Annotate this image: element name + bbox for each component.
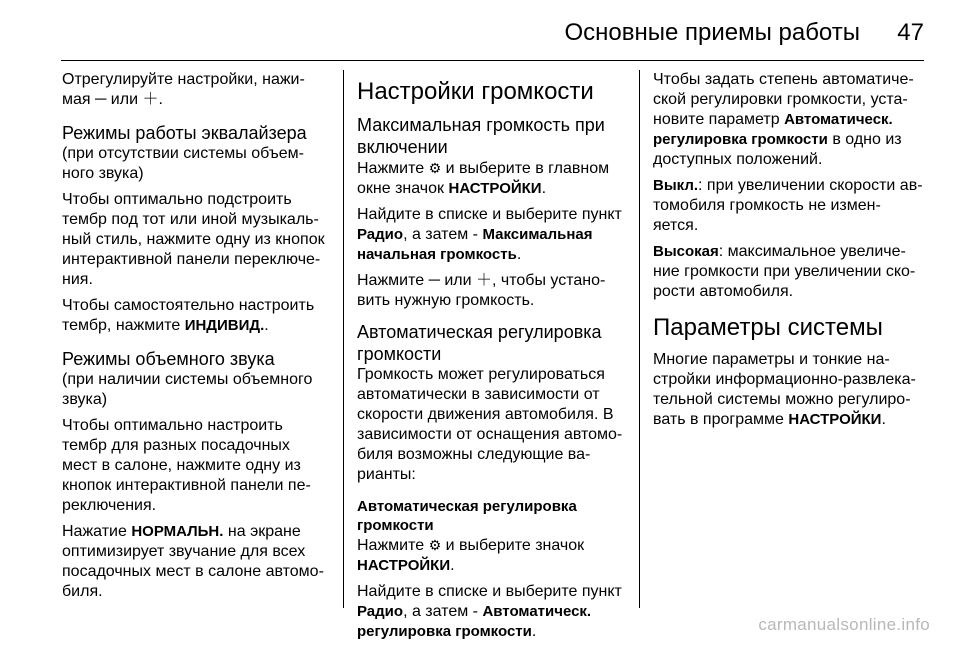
system-settings-title: Параметры системы: [653, 314, 883, 341]
radio-ui-label: Радио: [357, 226, 404, 243]
page-header-title: Основные приемы работы: [564, 19, 860, 46]
auto-volume-step-1: Нажмите ⚙ и выберите значок НАСТРОЙКИ.: [357, 537, 585, 574]
high-option: Высокая: максимальное увеличе- ние громкости при увеличении ско- рости автомобиля.: [653, 243, 916, 300]
settings-ui-label: НАСТРОЙКИ: [788, 411, 882, 428]
max-volume-step-2: Найдите в списке и выберите пункт Радио, а затем - Максимальная начальная громкость.: [357, 206, 622, 263]
column-1: [62, 70, 330, 608]
auto-volume-heading: Автоматическая регулировка громкости: [357, 322, 602, 364]
auto-volume-ui-label-2: регулировка громкости: [357, 623, 532, 640]
surround-text: Чтобы оптимально настроить тембр для разных посадочных мест в салоне, нажмите одну из кнопок интерактивной панели пе- реключения.: [62, 417, 311, 514]
auto-volume-subheading: Автоматическая регулировка громкости: [357, 498, 577, 534]
auto-volume-step-2: Найдите в списке и выберите пункт Радио, а затем - Автоматическ. регулировка громкости.: [357, 583, 622, 640]
max-volume-ui-label: Максимальная: [482, 226, 593, 243]
auto-volume-ui-label: Автоматическ.: [482, 603, 592, 620]
column-divider-1: [343, 70, 344, 608]
equalizer-text: Чтобы оптимально подстроить тембр под тот или иной музыкаль- ный стиль, нажмите одну из кнопок интерактивной панели переключе- ния.: [62, 191, 325, 288]
custom-paragraph: Чтобы самостоятельно настроить тембр, нажмите ИНДИВИД..: [62, 297, 315, 334]
normal-ui-label: НОРМАЛЬН.: [131, 523, 224, 540]
normal-paragraph: Нажатие НОРМАЛЬН. на экране оптимизирует звучание для всех посадочных мест в салоне автомо- биля.: [62, 523, 324, 600]
auto-level-intro: Чтобы задать степень автоматиче- ской регулировки громкости, уста- новите параметр Автоматическ. регулировка громкости в одно из доступных положений.: [653, 71, 914, 168]
column-3: [653, 70, 925, 436]
equalizer-heading: Режимы работы эквалайзера: [62, 123, 307, 143]
volume-settings-title: Настройки громкости: [357, 78, 594, 105]
text-line: мая ─ или ＋.: [62, 91, 163, 108]
surround-heading: Режимы объемного звука: [62, 349, 275, 369]
gear-icon: ⚙: [428, 537, 442, 553]
high-label: Высокая: [653, 243, 719, 260]
max-volume-heading: Максимальная громкость при включении: [357, 115, 605, 157]
settings-ui-label: НАСТРОЙКИ: [448, 180, 542, 197]
custom-ui-label: ИНДИВИД.: [184, 317, 265, 334]
radio-ui-label: Радио: [357, 603, 404, 620]
watermark: carmanualsonline.info: [758, 615, 930, 634]
intro-paragraph: [62, 70, 330, 110]
off-option: Выкл.: при увеличении скорости ав- томобиля громкость не измен- яется.: [653, 177, 923, 234]
text-line: Отрегулируйте настройки, нажи-: [62, 71, 305, 88]
off-label: Выкл.: [653, 177, 699, 194]
column-divider-2: [639, 70, 640, 608]
header-rule: [61, 60, 924, 61]
page-number: 47: [897, 19, 924, 46]
max-volume-step-1: Нажмите ⚙ и выберите в главном окне значок НАСТРОЙКИ.: [357, 160, 610, 197]
max-volume-ui-label-2: начальная громкость: [357, 246, 517, 263]
gear-icon: ⚙: [428, 160, 442, 176]
system-settings-text: Многие параметры и тонкие на- стройки информационно-развлека- тельной системы можно регулиро- вать в программе НАСТРОЙКИ.: [653, 351, 916, 428]
surround-note: (при наличии системы объемного звука): [62, 371, 313, 408]
auto-volume-text: Громкость может регулироваться автоматически в зависимости от скорости движения автомобиля. В зависимости от оснащения автомо- биля возможны следующие ва- рианты:: [357, 366, 623, 483]
settings-ui-label: НАСТРОЙКИ: [357, 557, 451, 574]
auto-volume-ui-label-2: регулировка громкости: [653, 131, 828, 148]
max-volume-step-3: Нажмите ─ или ＋, чтобы устано- вить нужную громкость.: [357, 272, 606, 309]
column-2: [357, 70, 625, 648]
equalizer-note: (при отсутствии системы объем- ного звука): [62, 145, 304, 182]
auto-volume-ui-label: Автоматическ.: [784, 111, 893, 128]
